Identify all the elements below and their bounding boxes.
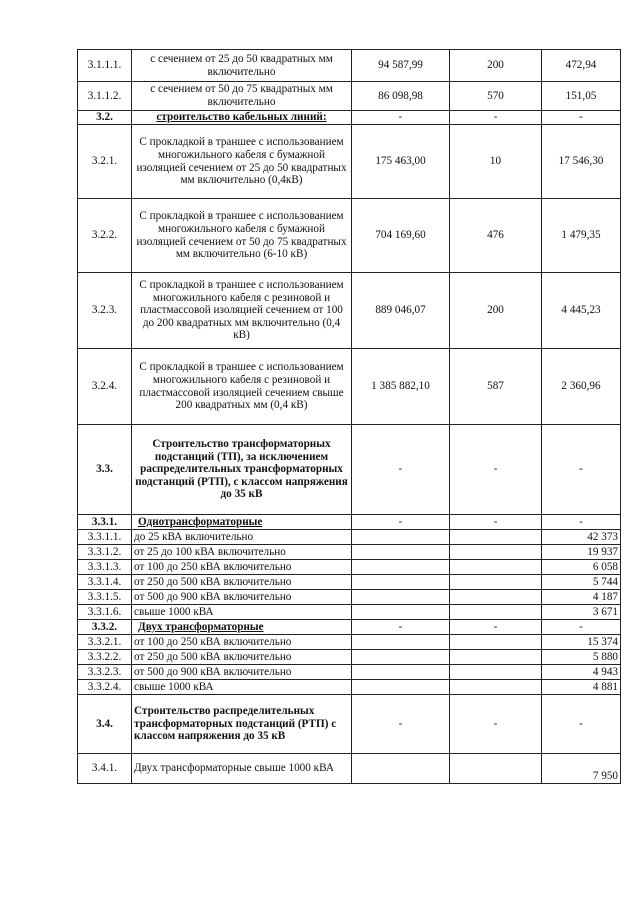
table-row	[78, 650, 621, 665]
row-rate: 4 943	[542, 665, 621, 680]
row-description: С прокладкой в траншее с использованием многожильного кабеля с резиновой и пластмассовой изоляцией сечением от 100 до 200 квадратных мм включительно (0,4 кВ)	[132, 273, 352, 349]
row-cost: 1 385 882,10	[352, 349, 450, 425]
row-quantity	[450, 665, 542, 680]
row-code: 3.4.1.	[78, 754, 132, 784]
table-row	[78, 680, 621, 695]
row-description: свыше 1000 кВА	[132, 680, 352, 695]
row-cost: -	[352, 620, 450, 635]
row-description: от 500 до 900 кВА включительно	[132, 590, 352, 605]
table-row	[78, 605, 621, 620]
table-row	[78, 620, 621, 635]
row-cost	[352, 650, 450, 665]
row-code: 3.3.1.	[78, 515, 132, 530]
row-rate: 19 937	[542, 545, 621, 560]
row-quantity	[450, 590, 542, 605]
row-cost	[352, 665, 450, 680]
table-row	[78, 590, 621, 605]
row-code: 3.3.1.5.	[78, 590, 132, 605]
table-row	[78, 199, 621, 273]
row-rate: 7 950	[542, 754, 621, 784]
row-quantity: 200	[450, 273, 542, 349]
row-quantity	[450, 680, 542, 695]
table-row	[78, 560, 621, 575]
table-row	[78, 545, 621, 560]
table-row	[78, 273, 621, 349]
row-cost	[352, 754, 450, 784]
row-rate: 42 373	[542, 530, 621, 545]
row-code: 3.3.1.4.	[78, 575, 132, 590]
row-rate: 3 671	[542, 605, 621, 620]
row-quantity: -	[450, 695, 542, 754]
row-code: 3.3.1.1.	[78, 530, 132, 545]
row-rate: -	[542, 695, 621, 754]
row-description: Строительство трансформаторных подстанций (ТП), за исключением распределительных трансформаторных подстанций (РТП), с классом напряжения до 35 кВ	[132, 425, 352, 515]
table-row	[78, 82, 621, 111]
row-description: от 100 до 250 кВА включительно	[132, 635, 352, 650]
row-code: 3.3.2.	[78, 620, 132, 635]
row-rate: 6 058	[542, 560, 621, 575]
row-code: 3.3.2.4.	[78, 680, 132, 695]
row-description: Однотрансформаторные	[132, 515, 352, 530]
row-quantity	[450, 575, 542, 590]
row-description: от 250 до 500 кВА включительно	[132, 575, 352, 590]
row-quantity: 10	[450, 125, 542, 199]
row-quantity: -	[450, 425, 542, 515]
tariff-table	[77, 49, 621, 784]
table-row	[78, 111, 621, 125]
row-code: 3.2.3.	[78, 273, 132, 349]
row-quantity: -	[450, 515, 542, 530]
row-cost: 175 463,00	[352, 125, 450, 199]
row-description: с сечением от 25 до 50 квадратных мм включительно	[132, 50, 352, 82]
row-cost	[352, 545, 450, 560]
row-cost: 889 046,07	[352, 273, 450, 349]
row-cost	[352, 560, 450, 575]
row-code: 3.2.1.	[78, 125, 132, 199]
row-quantity: 200	[450, 50, 542, 82]
row-cost: -	[352, 695, 450, 754]
row-description: свыше 1000 кВА	[132, 605, 352, 620]
row-cost: -	[352, 425, 450, 515]
row-code: 3.3.2.3.	[78, 665, 132, 680]
row-code: 3.2.2.	[78, 199, 132, 273]
row-cost	[352, 680, 450, 695]
row-code: 3.1.1.1.	[78, 50, 132, 82]
row-quantity	[450, 560, 542, 575]
table-row	[78, 125, 621, 199]
row-code: 3.1.1.2.	[78, 82, 132, 111]
row-rate: 15 374	[542, 635, 621, 650]
row-rate: 151,05	[542, 82, 621, 111]
row-cost: 704 169,60	[352, 199, 450, 273]
row-description: Строительство распределительных трансформаторных подстанций (РТП) с классом напряжения до 35 кВ	[132, 695, 352, 754]
row-cost: 86 098,98	[352, 82, 450, 111]
row-code: 3.3.2.1.	[78, 635, 132, 650]
row-quantity	[450, 545, 542, 560]
row-rate: 5 880	[542, 650, 621, 665]
row-quantity	[450, 605, 542, 620]
row-rate: 4 881	[542, 680, 621, 695]
table-row	[78, 575, 621, 590]
row-cost: -	[352, 111, 450, 125]
table-row	[78, 635, 621, 650]
row-cost	[352, 575, 450, 590]
row-quantity	[450, 635, 542, 650]
row-rate: -	[542, 425, 621, 515]
row-code: 3.3.	[78, 425, 132, 515]
row-quantity: -	[450, 111, 542, 125]
row-description: до 25 кВА включительно	[132, 530, 352, 545]
table-row	[78, 50, 621, 82]
row-rate: -	[542, 620, 621, 635]
row-description: строительство кабельных линий:	[132, 111, 352, 125]
row-cost	[352, 530, 450, 545]
row-description: с сечением от 50 до 75 квадратных мм включительно	[132, 82, 352, 111]
row-code: 3.3.1.6.	[78, 605, 132, 620]
row-rate: -	[542, 515, 621, 530]
row-quantity	[450, 650, 542, 665]
table-row	[78, 665, 621, 680]
table-row	[78, 425, 621, 515]
row-code: 3.2.4.	[78, 349, 132, 425]
row-code: 3.3.1.3.	[78, 560, 132, 575]
row-code: 3.4.	[78, 695, 132, 754]
row-code: 3.3.1.2.	[78, 545, 132, 560]
row-rate: 5 744	[542, 575, 621, 590]
row-rate: 2 360,96	[542, 349, 621, 425]
row-quantity	[450, 754, 542, 784]
row-description: от 25 до 100 кВА включительно	[132, 545, 352, 560]
row-quantity: -	[450, 620, 542, 635]
table-row	[78, 530, 621, 545]
row-cost	[352, 590, 450, 605]
row-cost	[352, 605, 450, 620]
row-rate: 472,94	[542, 50, 621, 82]
row-quantity: 570	[450, 82, 542, 111]
row-cost: -	[352, 515, 450, 530]
row-description: от 100 до 250 кВА включительно	[132, 560, 352, 575]
row-description: от 250 до 500 кВА включительно	[132, 650, 352, 665]
row-rate: 4 445,23	[542, 273, 621, 349]
row-rate: 4 187	[542, 590, 621, 605]
table-row	[78, 695, 621, 754]
row-rate: 1 479,35	[542, 199, 621, 273]
table-row	[78, 515, 621, 530]
row-quantity: 587	[450, 349, 542, 425]
table-row	[78, 754, 621, 784]
row-code: 3.3.2.2.	[78, 650, 132, 665]
row-description: Двух трансформаторные	[132, 620, 352, 635]
row-description: от 500 до 900 кВА включительно	[132, 665, 352, 680]
row-quantity	[450, 530, 542, 545]
table-row	[78, 349, 621, 425]
row-rate: -	[542, 111, 621, 125]
row-cost	[352, 635, 450, 650]
row-description: С прокладкой в траншее с использованием многожильного кабеля с бумажной изоляцией сечением от 25 до 50 квадратных мм включительно (0,4кВ)	[132, 125, 352, 199]
row-quantity: 476	[450, 199, 542, 273]
row-cost: 94 587,99	[352, 50, 450, 82]
row-rate: 17 546,30	[542, 125, 621, 199]
row-description: С прокладкой в траншее с использованием многожильного кабеля с резиновой и пластмассовой изоляцией сечением свыше 200 квадратных мм (0,4 кВ)	[132, 349, 352, 425]
row-description: Двух трансформаторные свыше 1000 кВА	[132, 754, 352, 784]
row-code: 3.2.	[78, 111, 132, 125]
row-description: С прокладкой в траншее с использованием многожильного кабеля с бумажной изоляцией сечением от 50 до 75 квадратных мм включительно (6-10 кВ)	[132, 199, 352, 273]
